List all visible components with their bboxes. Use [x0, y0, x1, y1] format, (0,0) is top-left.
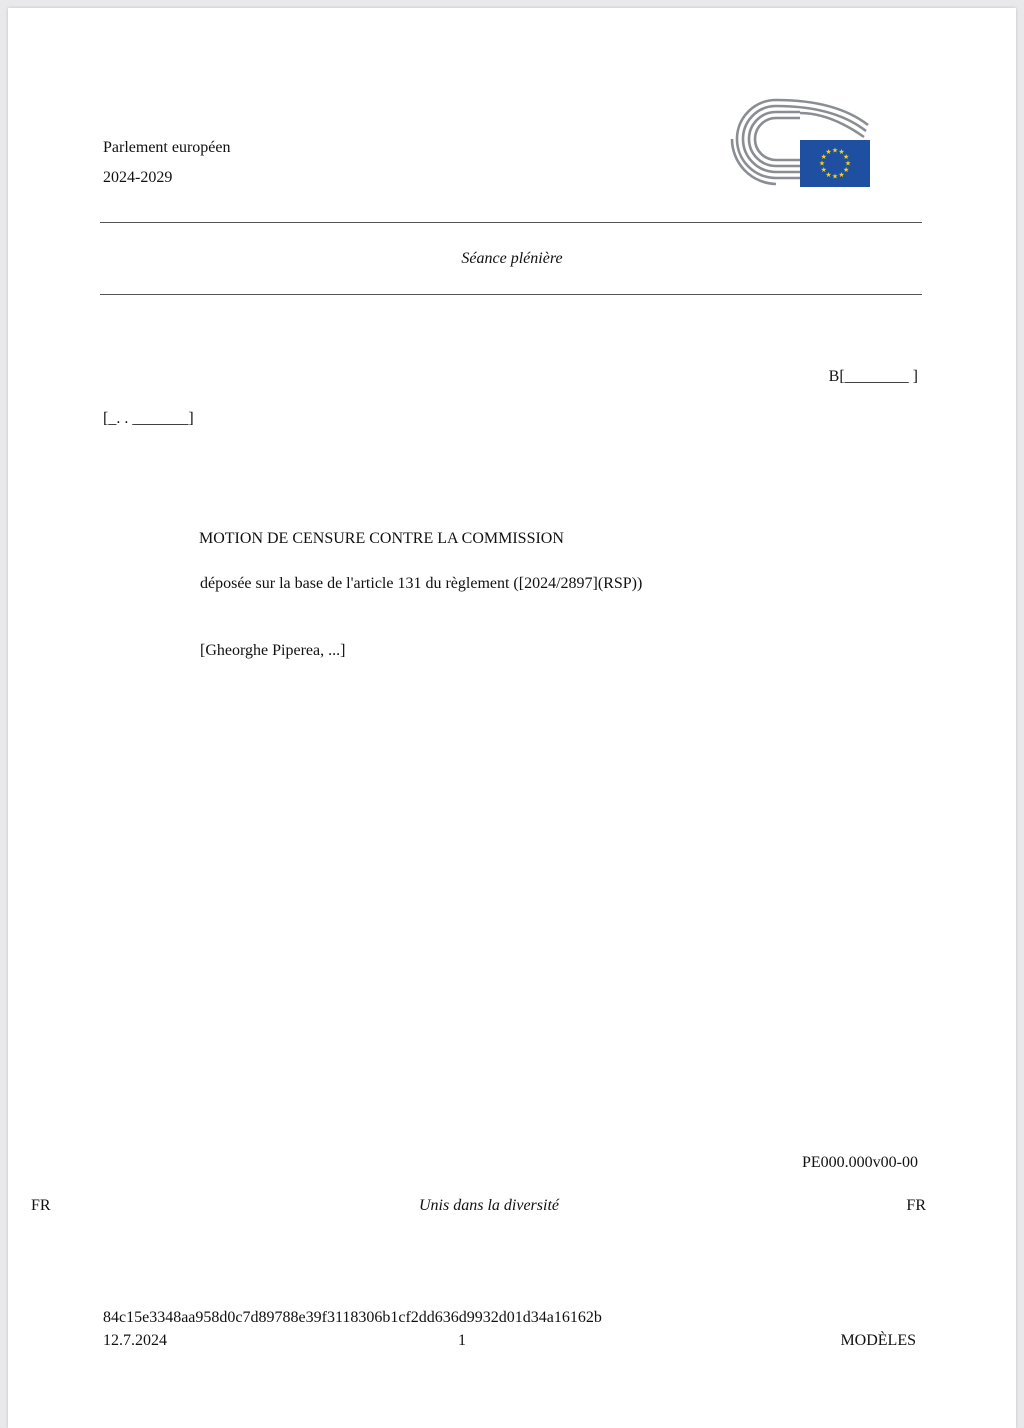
eu-motto: Unis dans la diversité: [419, 1197, 559, 1214]
svg-text:★: ★: [838, 170, 845, 179]
svg-text:★: ★: [820, 152, 827, 161]
svg-text:★: ★: [831, 172, 839, 181]
svg-text:★: ★: [818, 159, 826, 168]
b-number: B[________ ]: [828, 368, 918, 385]
language-right: FR: [906, 1197, 926, 1214]
institution-name: Parlement européen: [103, 139, 231, 156]
svg-text:★: ★: [843, 166, 850, 175]
bottom-rule: [100, 294, 922, 295]
motion-title: MOTION DE CENSURE CONTRE LA COMMISSION: [199, 530, 564, 547]
document-date: 12.7.2024: [103, 1332, 167, 1349]
svg-text:★: ★: [825, 170, 832, 179]
motion-basis: déposée sur la base de l'article 131 du règlement ([2024/2897](RSP)): [200, 575, 643, 592]
document-type: MODÈLES: [840, 1332, 916, 1349]
svg-text:★: ★: [843, 152, 850, 161]
motion-authors: [Gheorghe Piperea, ...]: [200, 642, 346, 659]
procedure-placeholder: [_. . _______]: [103, 410, 194, 427]
top-rule: [100, 222, 922, 223]
language-left: FR: [31, 1197, 51, 1214]
svg-text:★: ★: [820, 166, 827, 175]
european-parliament-logo: [714, 98, 874, 190]
svg-text:★: ★: [831, 146, 839, 155]
svg-text:★: ★: [825, 148, 832, 157]
parliamentary-term: 2024-2029: [103, 169, 173, 186]
svg-text:★: ★: [838, 148, 845, 157]
document-hash: 84c15e3348aa958d0c7d89788e39f3118306b1cf2dd636d9932d01d34a16162b: [103, 1309, 602, 1326]
page-number: 1: [458, 1332, 466, 1349]
session-title: Séance plénière: [461, 250, 563, 267]
pe-number: PE000.000v00-00: [802, 1154, 918, 1171]
document-page: [8, 8, 1016, 1428]
svg-text:★: ★: [844, 159, 852, 168]
eu-flag-icon: [800, 140, 870, 187]
